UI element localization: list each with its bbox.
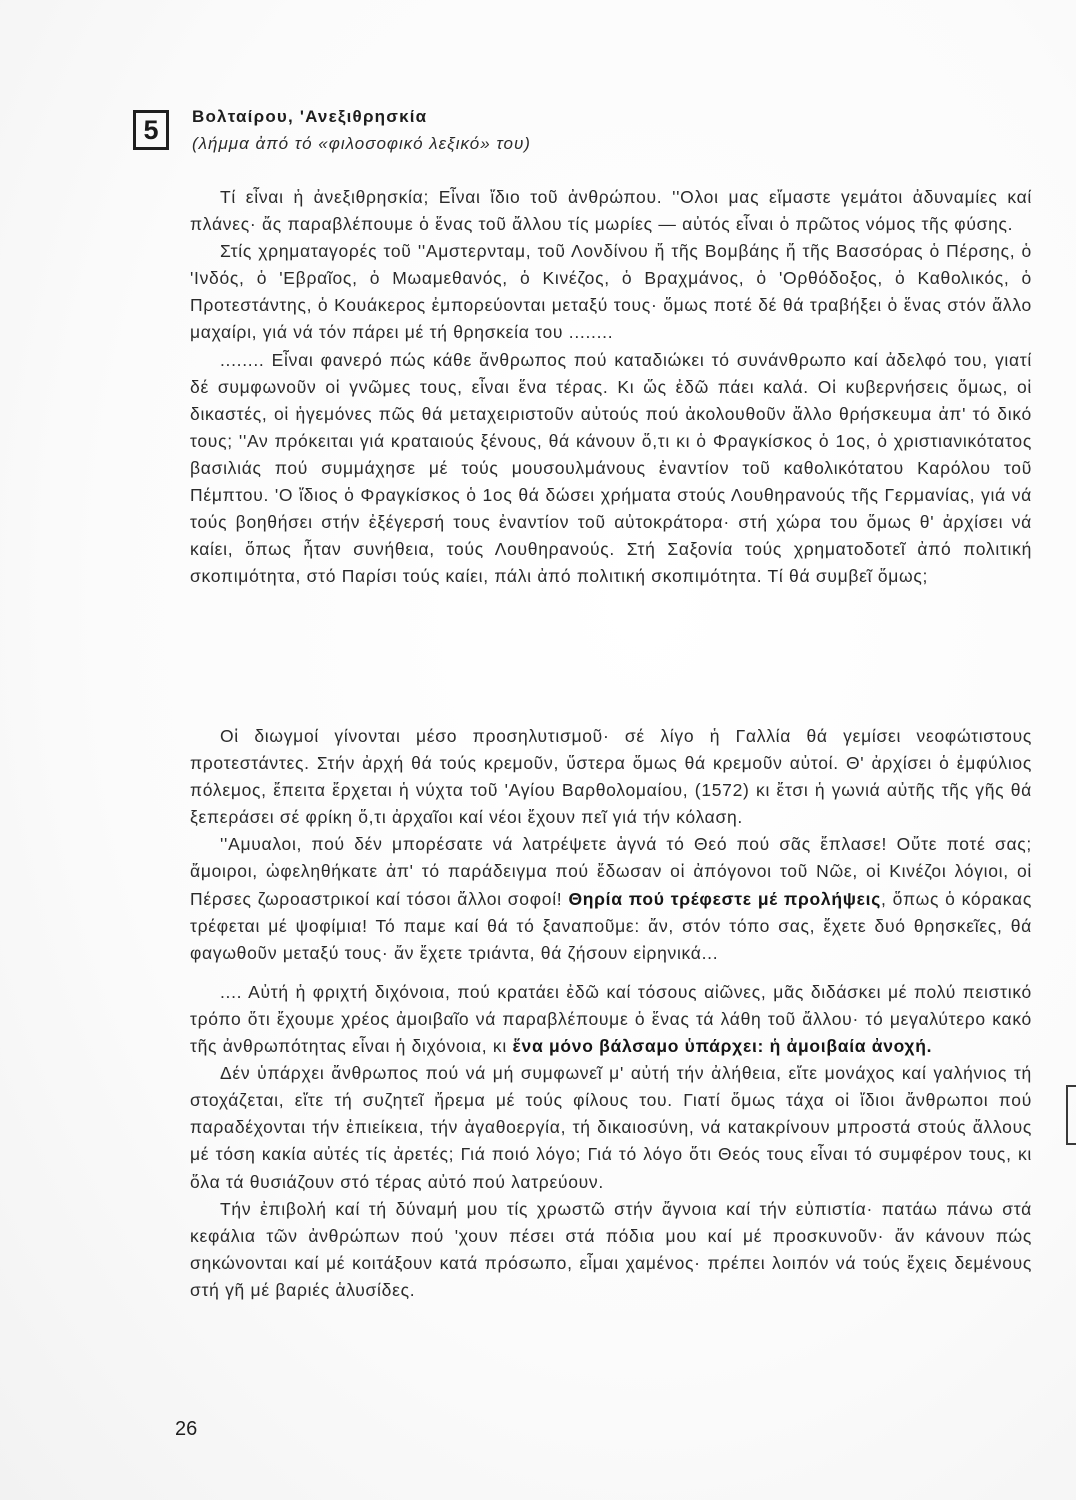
section-number-box: 5 (133, 110, 169, 150)
paragraph (190, 1196, 1032, 1304)
paragraph (190, 1060, 1032, 1195)
text-run: , ὅπως ὁ κόρακας τρέφεται μέ ψοφίμια! Τό παμε καί θά τό ξαναποῦμε: ἄν, στόν τόπο σας, ἔχετε δυό θρησκεῖες, θά φαγωθοῦν μεταξύ τους· ἄν ἔχετε τριάντα, θά ζήσουν εἰρηνικά... (190, 888, 1032, 963)
paragraph (190, 238, 1032, 346)
body-text-part-1 (190, 184, 1032, 590)
paragraph (190, 979, 1032, 1060)
paragraph (190, 723, 1032, 831)
text-run: Οἱ διωγμοί γίνονται μέσο προσηλυτισμοῦ· σέ λίγο ἡ Γαλλία θά γεμίσει νεοφώτιστους προτεστάντες. Στήν ἀρχή θά τούς κρεμοῦν, ὕστερα ὅμως θά κρεμοῦν αὐτοί. Θ' ἀρχίσει ὁ ἐμφύλιος πόλεμος, ἔπειτα ἔρχεται ἡ νύχτα τοῦ 'Αγίου Βαρθολομαίου, (1572) κι ἔτσι ἡ γωνιά αὐτῆς τῆς γῆς θά ξεπεράσει σέ φρίκη ὅ,τι ἀρχαῖοι καί νέοι ἔχουν πεῖ γιά τήν κόλαση. (190, 726, 1032, 828)
margin-bracket-mark (1066, 1085, 1076, 1145)
text-run: ........ Εἶναι φανερό πώς κάθε ἄνθρωπος πού καταδιώκει τό συνάνθρωπο καί ἀδελφό του, γιατί δέ συμφωνοῦν οἱ γνῶμες τους, εἶναι ἕνα τέρας. Κι ὥς ἐδῶ πάει καλά. Οἱ κυβερνήσεις ὅμως, οἱ δικαστές, οἱ ἡγεμόνες πῶς θά μεταχειριστοῦν αὐτούς πού ἀκολουθοῦν ἄλλο θρήσκευμα ἀπ' τό δικό τους; ''Αν πρόκειται γιά κραταιούς ξένους, θά κάνουν ὅ,τι κι ὁ Φραγκίσκος ὁ 1ος, ὁ χριστιανικότατος βασιλιάς πού συμμάχησε μέ τούς μουσουλμάνους ἐναντίον τοῦ καθολικότατου Καρόλου τοῦ Πέμπτου. 'Ο ἴδιος ὁ Φραγκίσκος ὁ 1ος θά δώσει χρήματα στούς Λουθηρανούς τῆς Γερμανίας, γιά νά τούς βοηθήσει στήν ἐξέγερσή τους ἐναντίον τοῦ αὐτοκράτορα· στή χώρα του ὅμως θ' ἀρχίσει νά καίει, ὅπως ἦταν συνήθεια, τούς Λουθηρανούς. Στή Σαξονία τούς χρηματοδοτεῖ ἀπό πολιτική σκοπιμότητα, στό Παρίσι τούς καίει, πάλι ἀπό πολιτική σκοπιμότητα. Τί θά συμβεῖ ὅμως; (190, 349, 1032, 587)
paragraph (190, 831, 1032, 966)
section-subtitle: (λήμμα ἀπό τό «φιλοσοφικό λεξικό» του) (192, 134, 531, 153)
emphasized-text: ἕνα μόνο βάλσαμο ὑπάρχει: ἡ ἀμοιβαία ἀνοχή. (512, 1036, 933, 1057)
paragraph (190, 184, 1032, 238)
text-run: Τήν ἐπιβολή καί τή δύναμή μου τίς χρωστῶ στήν ἄγνοια καί τήν εὐπιστία· πατάω πάνω στά κεφάλια τῶν ἀνθρώπων πού 'χουν πέσει στά πόδια μου καί μέ προσκυνοῦν· ἄν κάνουν πώς σηκώνονται καί μέ κοιτάξουν κατά πρόσωπο, εἶμαι χαμένος· πρέπει λοιπόν νά τούς ἔχεις δεμένους στή γῆ μέ βαριές ἁλυσίδες. (190, 1198, 1032, 1300)
text-run: Τί εἶναι ἡ ἀνεξιθρησκία; Εἶναι ἴδιο τοῦ ἀνθρώπου. ''Ολοι μας εἴμαστε γεμάτοι ἀδυναμίες καί πλάνες· ἄς παραβλέπουμε ὁ ἕνας τοῦ ἄλλου τίς μωρίες — αὐτός εἶναι ὁ πρῶτος νόμος τῆς φύσης. (190, 187, 1032, 235)
page-number: 26 (175, 1418, 198, 1440)
emphasized-text: Θηρία πού τρέφεστε μέ προλήψεις (568, 888, 881, 909)
text-run: Δέν ὑπάρχει ἄνθρωπος πού νά μή συμφωνεῖ μ' αὐτή τήν ἀλήθεια, εἴτε μονάχος καί γαλήνιος τή στοχάζεται, εἴτε τή συζητεῖ ἤρεμα μέ τούς φίλους του. Γιατί ὅμως τάχα οἱ ἴδιοι ἄνθρωποι πού παραδέχονται τήν ἐπιείκεια, τήν ἀγαθοεργία, τή δικαιοσύνη, νά κατακρίνουν μπροστά στούς ἄλλους μέ τόση κακία αὐτές τίς ἀρετές; Γιά ποιό λόγο; Γιά τό λόγο ὅτι Θεός τους εἶναι τό συμφέρον τους, κι ὅλα τά θυσιάζουν στό τέρας αὐτό πού λατρεύουν. (190, 1063, 1032, 1192)
text-run: Στίς χρηματαγορές τοῦ ''Αμστερνταμ, τοῦ Λονδίνου ἤ τῆς Βομβάης ἤ τῆς Βασσόρας ὁ Πέρσης, ὁ 'Ινδός, ὁ 'Εβραῖος, ὁ Μωαμεθανός, ὁ Κινέζος, ὁ Βραχμάνος, ὁ 'Ορθόδοξος, ὁ Καθολικός, ὁ Προτεστάντης, ὁ Κουάκερος ἐμπορεύονται μεταξύ τους· ὅμως ποτέ δέ θά τραβήξει ὁ ἕνας στόν ἄλλο μαχαίρι, γιά νά τόν πάρει μέ τή θρησκεία του ........ (190, 241, 1032, 343)
paragraph (190, 347, 1032, 591)
text-run: ''Αμυαλοι, πού δέν μπορέσατε νά λατρέψετε ἁγνά τό Θεό πού σᾶς ἔπλασε! Οὔτε ποτέ σας; ἄμοιροι, ὠφεληθήκατε ἀπ' τό παράδειγμα πού ἔδωσαν οἱ ἀπόγονοι τοῦ Νῶε, οἱ Κινέζοι λόγιοι, οἱ Πέρσες ζωροαστρικοί καί τόσοι ἄλλοι σοφοί! (190, 834, 1032, 909)
body-text-part-2 (190, 723, 1032, 1304)
text-run: .... Αὐτή ἡ φριχτή διχόνοια, πού κρατάει ἐδῶ καί τόσους αἰῶνες, μᾶς διδάσκει μέ πολύ πειστικό τρόπο ὅτι ἔχουμε χρέος ἀμοιβαῖο νά παραβλέπουμε ὁ ἕνας τά λάθη τοῦ ἄλλου· τό μεγαλύτερο κακό τῆς ἀνθρωπότητας εἶναι ἡ διχόνοια, κι (190, 981, 1032, 1057)
section-title: Βολταίρου, 'Ανεξιθρησκία (192, 107, 428, 126)
